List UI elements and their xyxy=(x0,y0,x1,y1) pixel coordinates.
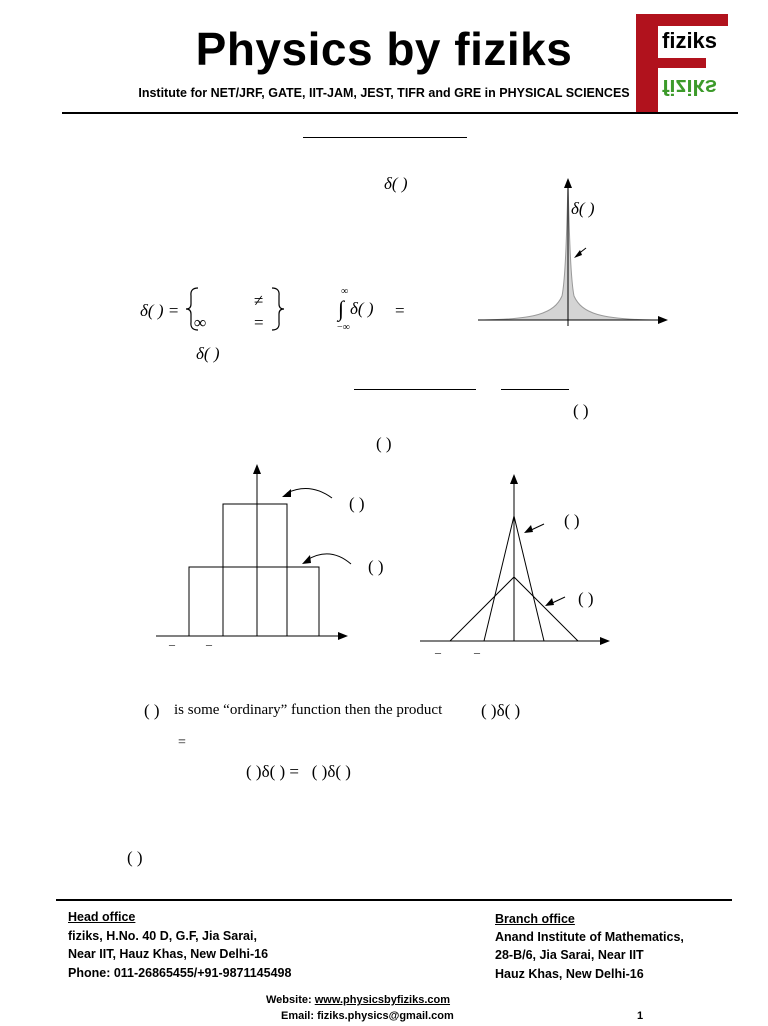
head-office-phone: Phone: 011-26865455/+91-9871145498 xyxy=(68,966,292,980)
page-number: 1 xyxy=(637,1010,644,1022)
integral-equals: = xyxy=(395,301,405,320)
website-link[interactable]: www.physicsbyfiziks.com xyxy=(314,994,451,1006)
header-divider xyxy=(62,112,738,114)
logo-mid-bar xyxy=(636,58,706,68)
sifting-equation: ( )δ( ) = ( )δ( ) xyxy=(246,762,351,781)
email-label: Email: xyxy=(281,1010,315,1022)
tri-minus-2: – xyxy=(474,645,480,659)
logo-word-reflection: fiziks xyxy=(662,75,718,100)
branch-office-line-2: 28-B/6, Jia Sarai, Near IIT xyxy=(495,948,644,962)
integral-upper-limit: ∞ xyxy=(341,286,349,297)
blank-underline-1 xyxy=(354,389,476,390)
tri-minus-1: – xyxy=(435,645,441,659)
neq-sign: ≠ xyxy=(254,291,264,310)
branch-office-line-3: Hauz Khas, New Delhi-16 xyxy=(495,967,644,981)
branch-office-line-1: Anand Institute of Mathematics, xyxy=(495,930,684,944)
integral-lower-limit: −∞ xyxy=(337,322,350,333)
logo-top-bar xyxy=(636,14,728,26)
spike-label: δ( ) xyxy=(571,199,595,218)
rectangle-approximation-plot xyxy=(150,460,360,650)
head-office-title: Head office xyxy=(68,910,136,924)
equals-sign: = xyxy=(178,735,186,750)
paren-bottom: ( ) xyxy=(127,848,143,867)
page-subtitle: Institute for NET/JRF, GATE, IIT-JAM, JEST, TIFR and GRE in PHYSICAL SCIENCES xyxy=(138,86,630,100)
footer-divider xyxy=(56,899,732,901)
delta-definition-lhs: δ( ) = xyxy=(140,301,180,320)
rect-minus-1: – xyxy=(169,637,175,651)
page-title: Physics by fiziks xyxy=(195,23,573,75)
delta-symbol: δ( ) xyxy=(384,174,408,193)
product-expression: ( )δ( ) xyxy=(481,701,521,720)
email-line xyxy=(281,1007,454,1026)
delta-integrand: δ( ) xyxy=(350,299,374,318)
infinity-case: ∞ xyxy=(194,313,207,332)
paren-2: ( ) xyxy=(376,434,392,453)
integral-sign: ∫ xyxy=(338,296,345,321)
triangle-approximation-plot xyxy=(416,470,616,656)
delta-symbol-2: δ( ) xyxy=(196,344,220,363)
rect-minus-2: – xyxy=(206,637,212,651)
fiziks-logo xyxy=(636,14,728,112)
right-brace xyxy=(270,286,286,332)
heading-underline xyxy=(303,137,467,138)
branch-office-title: Branch office xyxy=(495,912,575,926)
head-office-line-2: Near IIT, Hauz Khas, New Delhi-16 xyxy=(68,947,269,961)
tri-label-tall: ( ) xyxy=(564,511,580,530)
rect-label-tall: ( ) xyxy=(349,494,365,513)
eq-sign: = xyxy=(254,313,264,332)
website-label: Website: xyxy=(266,994,312,1006)
paren-1: ( ) xyxy=(573,401,589,420)
email-address[interactable]: fiziks.physics@gmail.com xyxy=(317,1010,454,1022)
rect-label-wide: ( ) xyxy=(368,557,384,576)
blank-underline-2 xyxy=(501,389,569,390)
tri-label-wide: ( ) xyxy=(578,589,594,608)
body-text: is some “ordinary” function then the product xyxy=(174,702,443,718)
logo-word: fiziks xyxy=(662,28,718,53)
head-office-line-1: fiziks, H.No. 40 D, G.F, Jia Sarai, xyxy=(68,929,257,943)
paren-f: ( ) xyxy=(144,701,160,720)
